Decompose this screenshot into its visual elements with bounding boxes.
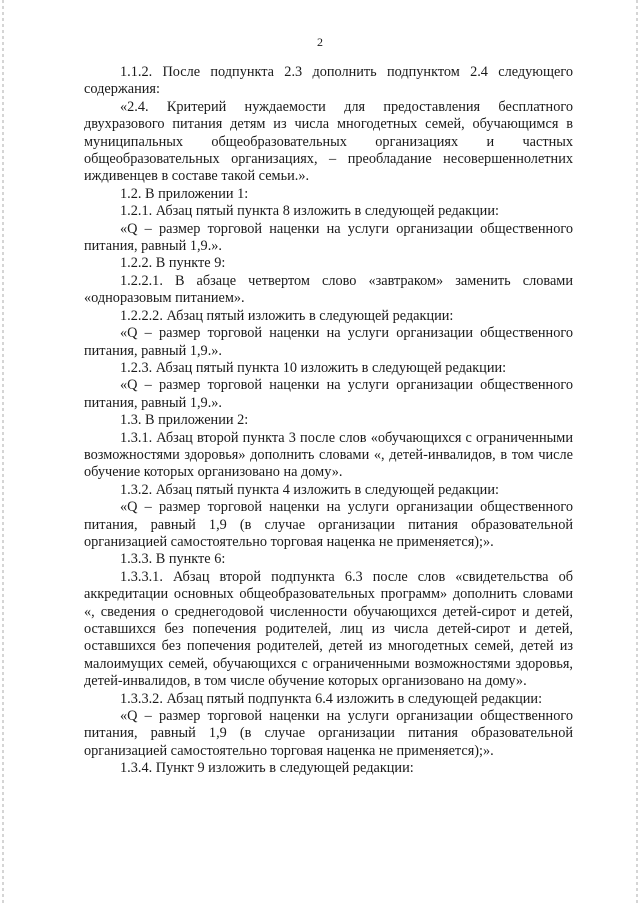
paragraph: 1.3.3.2. Абзац пятый подпункта 6.4 изложить в следующей редакции: [120,690,543,707]
paragraph: 1.3. В приложении 2: [120,412,249,429]
scan-right-edge [636,0,638,905]
paragraph: 1.2.2.1. В абзаце четвертом слово «завтраком» заменить словами «одноразовым питанием». [84,272,573,307]
document-body [84,64,573,778]
paragraph: 1.1.2. После подпункта 2.3 дополнить подпунктом 2.4 следующего содержания: [84,64,573,98]
paragraph: 1.2.3. Абзац пятый пункта 10 изложить в следующей редакции: [120,359,507,376]
paragraph: «2.4. Критерий нуждаемости для предоставления бесплатного двухразового питания детям из числа многодетных семей, обучающимся в муниципальных общеобразовательных организациях и частных общеобразовательных организациях, – преобладание несовершеннолетних иждивенцев в составе такой семьи.». [84,98,573,185]
paragraph: 1.3.3.1. Абзац второй подпункта 6.3 после слов «свидетельства об аккредитации основных общеобразовательных программ» дополнить словами «, сведения о среднегодовой численности обучающихся детей-сирот и детей, оставшихся без попечения родителей, лиц из числа детей-сирот и детей, оставшихся без попечения родителей, детей из многодетных семей, детей из малоимущих семей, обучающихся с ограниченными возможностями здоровья, детей-инвалидов, в том числе обучение которых организовано на дому». [84,568,573,690]
paragraph: 1.3.3. В пункте 6: [120,551,226,568]
paragraph: «Q – размер торговой наценки на услуги организации общественного питания, равный 1,9 (в случае организации питания образовательной организацией самостоятельно торговая наценка не применяется);». [84,499,573,550]
paragraph: 1.3.2. Абзац пятый пункта 4 изложить в следующей редакции: [120,481,499,498]
paragraph: 1.2.2. В пункте 9: [120,255,226,272]
paragraph: 1.3.4. Пункт 9 изложить в следующей редакции: [120,760,414,777]
paragraph: 1.3.1. Абзац второй пункта 3 после слов «обучающихся с ограниченными возможностями здоровья» дополнить словами «, детей-инвалидов, в том числе обучение которых организовано на дому». [84,429,573,481]
paragraph: 1.2.1. Абзац пятый пункта 8 изложить в следующей редакции: [120,203,499,220]
page-number: 2 [317,35,323,49]
paragraph: «Q – размер торговой наценки на услуги организации общественного питания, равный 1,9.». [84,220,573,255]
paragraph: «Q – размер торговой наценки на услуги организации общественного питания, равный 1,9.». [84,377,573,411]
paragraph: «Q – размер торговой наценки на услуги организации общественного питания, равный 1,9.». [84,325,573,359]
paragraph: «Q – размер торговой наценки на услуги организации общественного питания, равный 1,9 (в случае организации питания образовательной организацией самостоятельно торговая наценка не применяется);». [84,708,573,759]
scan-left-edge [2,0,4,905]
paragraph: 1.2. В приложении 1: [120,185,249,202]
paragraph: 1.2.2.2. Абзац пятый изложить в следующей редакции: [120,307,454,324]
